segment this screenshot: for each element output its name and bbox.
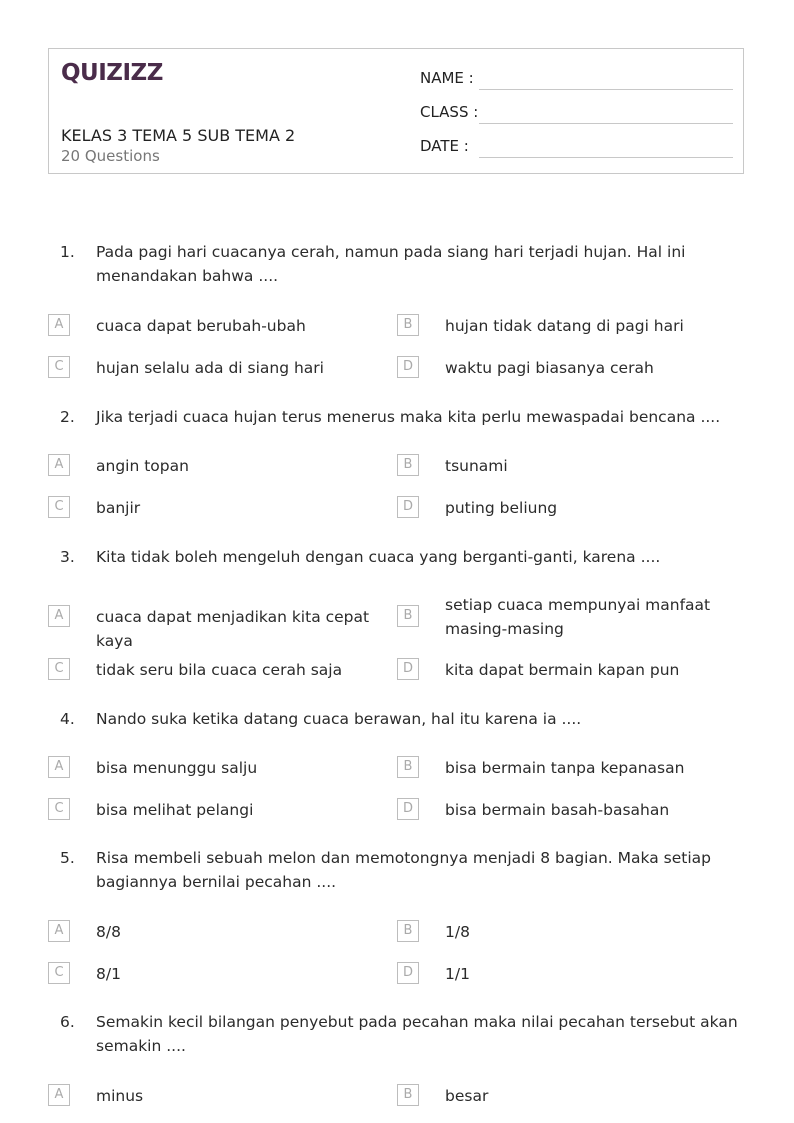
option-text: 1/1	[445, 965, 470, 983]
question-text: Nando suka ketika datang cuaca berawan, hal itu karena ia ....	[96, 710, 582, 728]
class-line	[479, 123, 733, 124]
question-count: 20 Questions	[61, 147, 160, 165]
option-text: bisa bermain basah-basahan	[445, 801, 670, 819]
option-text: cuaca dapat menjadikan kita cepat kaya	[96, 608, 370, 650]
name-line	[479, 89, 733, 90]
option-letter-box: C	[48, 962, 70, 984]
option-letter-box: B	[397, 920, 419, 942]
option-letter-box: D	[397, 962, 419, 984]
option-letter-box: B	[397, 1084, 419, 1106]
question-number: 5.	[60, 849, 75, 867]
question-number: 4.	[60, 710, 75, 728]
option-letter-box: C	[48, 356, 70, 378]
class-label: CLASS :	[420, 103, 479, 121]
question-text: Risa membeli sebuah melon dan memotongnya menjadi 8 bagian. Maka setiap bagiannya bernilai pecahan ....	[96, 849, 711, 891]
option-letter-box: A	[48, 605, 70, 627]
option-text: bisa melihat pelangi	[96, 801, 254, 819]
option-text: tsunami	[445, 457, 508, 475]
option-text: 8/1	[96, 965, 121, 983]
date-label: DATE :	[420, 137, 469, 155]
option-text: 1/8	[445, 923, 470, 941]
option-text: puting beliung	[445, 499, 558, 517]
question-number: 3.	[60, 548, 75, 566]
option-text: kita dapat bermain kapan pun	[445, 661, 680, 679]
option-text: minus	[96, 1087, 144, 1105]
question-number: 6.	[60, 1013, 75, 1031]
option-text: banjir	[96, 499, 141, 517]
option-letter-box: C	[48, 798, 70, 820]
option-text: tidak seru bila cuaca cerah saja	[96, 661, 343, 679]
option-letter-box: A	[48, 1084, 70, 1106]
option-letter-box: B	[397, 314, 419, 336]
question-text: Kita tidak boleh mengeluh dengan cuaca yang berganti-ganti, karena ....	[96, 548, 661, 566]
option-letter-box: A	[48, 920, 70, 942]
option-letter-box: B	[397, 454, 419, 476]
option-text: angin topan	[96, 457, 189, 475]
option-text: waktu pagi biasanya cerah	[445, 359, 654, 377]
option-text: cuaca dapat berubah-ubah	[96, 317, 306, 335]
option-letter-box: C	[48, 658, 70, 680]
name-label: NAME :	[420, 69, 474, 87]
option-letter-box: B	[397, 756, 419, 778]
option-text: bisa bermain tanpa kepanasan	[445, 759, 685, 777]
option-letter-box: D	[397, 496, 419, 518]
worksheet-header	[48, 48, 744, 174]
question-text: Pada pagi hari cuacanya cerah, namun pada siang hari terjadi hujan. Hal ini menandakan bahwa ....	[96, 243, 686, 285]
option-letter-box: D	[397, 798, 419, 820]
quizizz-logo: QUIZIZZ	[61, 60, 163, 86]
option-text: hujan tidak datang di pagi hari	[445, 317, 684, 335]
worksheet-title: KELAS 3 TEMA 5 SUB TEMA 2	[61, 126, 296, 145]
question-text: Semakin kecil bilangan penyebut pada pecahan maka nilai pecahan tersebut akan semakin ....	[96, 1013, 738, 1055]
question-number: 1.	[60, 243, 75, 261]
option-text: besar	[445, 1087, 489, 1105]
option-text: setiap cuaca mempunyai manfaat masing-masing	[445, 596, 711, 638]
option-letter-box: A	[48, 314, 70, 336]
question-number: 2.	[60, 408, 75, 426]
option-text: hujan selalu ada di siang hari	[96, 359, 324, 377]
option-letter-box: D	[397, 356, 419, 378]
option-letter-box: B	[397, 605, 419, 627]
question-text: Jika terjadi cuaca hujan terus menerus maka kita perlu mewaspadai bencana ....	[96, 408, 721, 426]
date-line	[479, 157, 733, 158]
option-letter-box: D	[397, 658, 419, 680]
option-letter-box: C	[48, 496, 70, 518]
option-letter-box: A	[48, 756, 70, 778]
option-text: bisa menunggu salju	[96, 759, 258, 777]
option-letter-box: A	[48, 454, 70, 476]
option-text: 8/8	[96, 923, 121, 941]
